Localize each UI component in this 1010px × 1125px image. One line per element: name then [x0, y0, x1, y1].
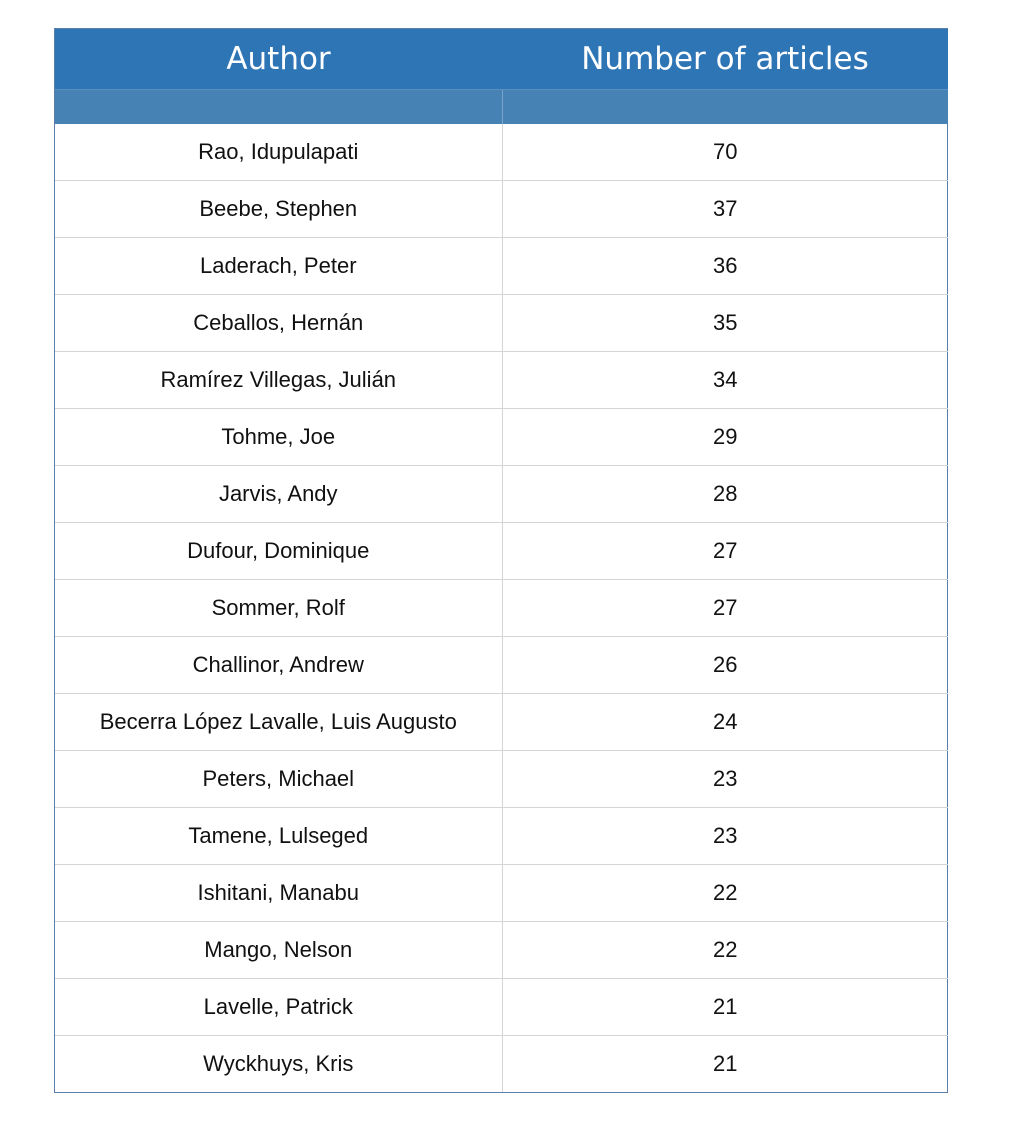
table-row — [55, 979, 948, 1036]
subheader-band — [55, 90, 948, 125]
author-cell: Ishitani, Manabu — [55, 865, 502, 922]
author-cell: Dufour, Dominique — [55, 523, 502, 580]
author-cell: Laderach, Peter — [55, 238, 502, 295]
table-row — [55, 922, 948, 979]
article-count-cell: 34 — [502, 352, 948, 409]
article-count-cell: 21 — [502, 1036, 948, 1093]
author-cell: Mango, Nelson — [55, 922, 502, 979]
article-count-cell: 27 — [502, 580, 948, 637]
author-cell: Tamene, Lulseged — [55, 808, 502, 865]
article-count-cell: 37 — [502, 181, 948, 238]
author-cell: Becerra López Lavalle, Luis Augusto — [55, 694, 502, 751]
author-cell: Wyckhuys, Kris — [55, 1036, 502, 1093]
table-row — [55, 238, 948, 295]
table-row — [55, 751, 948, 808]
subheader-cell-articles — [502, 90, 948, 125]
author-cell: Rao, Idupulapati — [198, 139, 359, 164]
table-body — [55, 124, 948, 1092]
table-row — [55, 124, 948, 181]
article-count-cell: 27 — [502, 523, 948, 580]
author-cell: Tohme, Joe — [55, 409, 502, 466]
table-row — [55, 865, 948, 922]
article-count-cell: 28 — [502, 466, 948, 523]
author-cell: Ceballos, Hernán — [55, 295, 502, 352]
author-cell: Peters, Michael — [55, 751, 502, 808]
authors-table-grid — [55, 29, 948, 1092]
author-cell: Ramírez Villegas, Julián — [55, 352, 502, 409]
table-row — [55, 295, 948, 352]
article-count-cell: 23 — [502, 808, 948, 865]
author-cell: Challinor, Andrew — [55, 637, 502, 694]
authors-table — [54, 28, 948, 1093]
column-header-articles: Number of articles — [502, 29, 948, 90]
table-row — [55, 352, 948, 409]
subheader-cell-author — [55, 90, 502, 125]
article-count-cell: 22 — [502, 865, 948, 922]
article-count-cell: 24 — [502, 694, 948, 751]
table-row — [55, 181, 948, 238]
author-cell: Sommer, Rolf — [55, 580, 502, 637]
author-cell: Jarvis, Andy — [55, 466, 502, 523]
article-count-cell: 70 — [502, 124, 948, 181]
article-count-cell: 26 — [502, 637, 948, 694]
article-count-cell: 35 — [502, 295, 948, 352]
table-row — [55, 409, 948, 466]
column-header-author: Author — [55, 29, 502, 90]
article-count-cell: 29 — [502, 409, 948, 466]
author-cell: Lavelle, Patrick — [55, 979, 502, 1036]
article-count-cell: 23 — [502, 751, 948, 808]
table-row — [55, 694, 948, 751]
table-row — [55, 637, 948, 694]
table-row — [55, 466, 948, 523]
table-row — [55, 1036, 948, 1093]
table-row — [55, 523, 948, 580]
article-count-cell: 36 — [502, 238, 948, 295]
table-row — [55, 580, 948, 637]
header-row — [55, 29, 948, 90]
article-count-cell: 22 — [502, 922, 948, 979]
author-cell: Beebe, Stephen — [55, 181, 502, 238]
table-row — [55, 808, 948, 865]
article-count-cell: 21 — [502, 979, 948, 1036]
